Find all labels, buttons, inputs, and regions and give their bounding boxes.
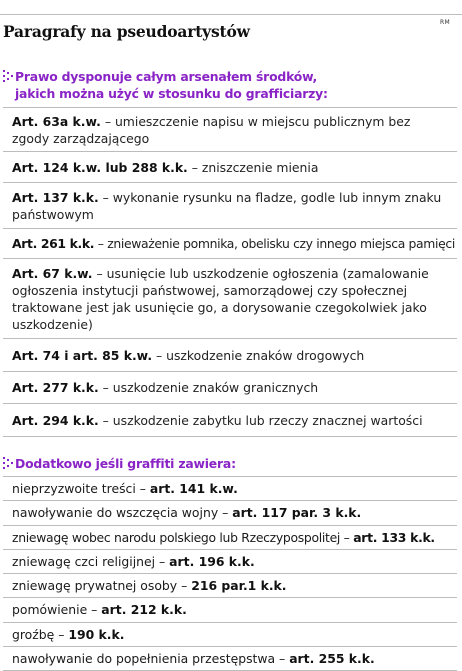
article-code: 190 k.k. — [68, 626, 125, 642]
list-item — [3, 339, 457, 372]
article-code: Art. 137 k.k. — [12, 189, 99, 205]
article-code: art. 133 k.k. — [353, 529, 435, 545]
section2-heading-text: Dodatkowo jeśli graffiti zawiera: — [15, 456, 236, 471]
article-code: art. 196 k.k. — [169, 553, 255, 569]
author-credit: RM — [440, 19, 450, 26]
list-item — [3, 574, 457, 598]
item-text: nawoływanie do popełnienia przestępstwa – — [12, 651, 290, 667]
article-description: – zniszczenie mienia — [187, 159, 319, 175]
top-rule — [0, 14, 462, 15]
article-code: Art. 67 k.w. — [12, 265, 93, 281]
article-code: Art. 277 k.k. — [12, 380, 99, 395]
page-title: Paragrafy na pseudoartystów — [3, 22, 250, 41]
article-code: art. 212 k.k. — [101, 602, 187, 618]
article-code: Art. 261 k.k. — [12, 236, 95, 251]
article-code: Art. 124 k.w. lub 288 k.k. — [12, 159, 188, 175]
article-code: Art. 74 i art. 85 k.w. — [12, 347, 153, 363]
article-code: Art. 294 k.k. — [12, 412, 99, 428]
section1-heading — [3, 68, 328, 102]
list-item — [3, 526, 457, 550]
list-item — [3, 623, 457, 647]
list-item — [3, 372, 457, 404]
dots-bullet-icon — [3, 70, 13, 82]
list-item — [3, 108, 457, 152]
dots-bullet-icon — [3, 457, 13, 469]
section1-list — [3, 107, 457, 437]
section2-list — [3, 476, 457, 671]
item-text: zniewagę wobec narodu polskiego lub Rzeczypospolitej – — [12, 529, 354, 545]
list-item — [3, 152, 457, 183]
article-code: art. 255 k.k. — [289, 651, 375, 667]
list-item — [3, 550, 457, 574]
list-item — [3, 647, 457, 671]
list-item — [3, 183, 457, 229]
list-item — [3, 259, 457, 339]
article-description: – uszkodzenie znaków granicznych — [98, 380, 319, 395]
article-description: – umieszczenie napisu w miejscu publicznym bez zgody zarządzającego — [12, 113, 411, 146]
article-code: 216 par.1 k.k. — [191, 578, 287, 594]
item-text: zniewagę prywatnej osoby – — [12, 578, 192, 594]
article-code: art. 117 par. 3 k.k. — [232, 505, 362, 521]
item-text: nieprzyzwoite treści – — [12, 481, 150, 496]
article-description: – uszkodzenie zabytku lub rzeczy znacznej wartości — [98, 412, 423, 428]
item-text: nawoływanie do wszczęcia wojny – — [12, 505, 233, 521]
item-text: zniewagę czci religijnej – — [12, 553, 170, 569]
article-description: – wykonanie rysunku na fladze, godle lub innym znaku państwowym — [12, 189, 442, 222]
section1-heading-line2: jakich można użyć w stosunku do grafficiarzy: — [15, 86, 328, 101]
article-description: – uszkodzenie znaków drogowych — [152, 347, 365, 363]
item-text: pomówienie – — [12, 602, 102, 618]
list-item — [3, 477, 457, 501]
list-item — [3, 598, 457, 622]
item-text: groźbę – — [12, 626, 69, 642]
article-description: – usunięcie lub uszkodzenie ogłoszenia (zamalowanie ogłoszenia instytucji państwowej, samorządowej czy społecznej traktowane jest jak usunięcie go, a dorysowanie czegokolwiek jako uszkodzenie) — [12, 265, 429, 332]
article-description: – znieważenie pomnika, obelisku czy innego miejsca pamięci — [94, 236, 455, 251]
section2-heading — [3, 455, 236, 472]
article-code: Art. 63a k.w. — [12, 113, 101, 129]
section1-heading-line1: Prawo dysponuje całym arsenałem środków, — [15, 69, 318, 84]
list-item — [3, 229, 457, 259]
list-item — [3, 501, 457, 525]
list-item — [3, 404, 457, 437]
article-code: art. 141 k.w. — [149, 481, 238, 496]
